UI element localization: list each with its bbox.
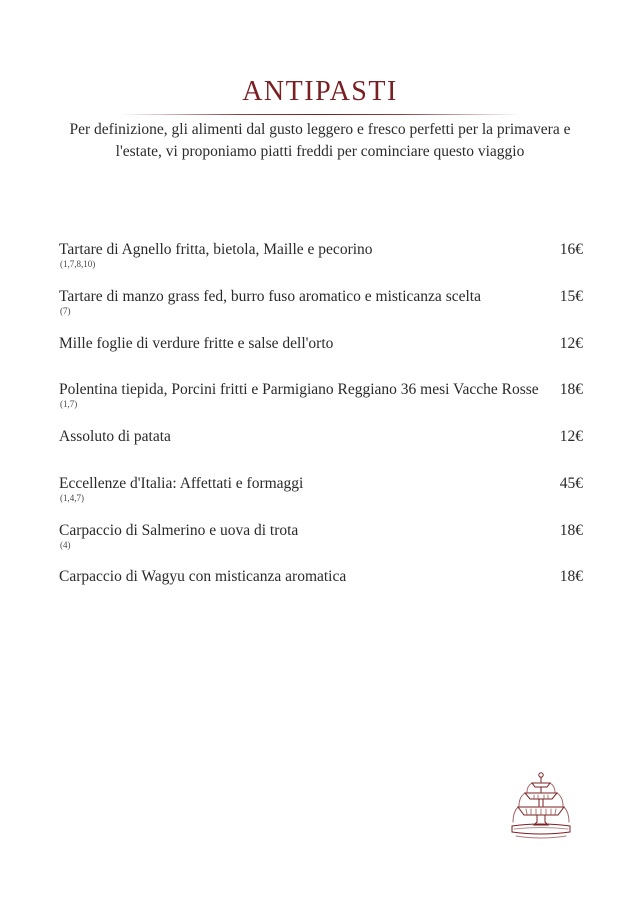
title-divider <box>120 114 520 115</box>
intro-text <box>40 119 600 163</box>
item-price: 15€ <box>559 287 583 305</box>
item-allergens: (1,4,7) <box>60 492 84 503</box>
intro-line-1: Per definizione, gli alimenti dal gusto leggero e fresco perfetti per la primavera e <box>69 121 571 138</box>
item-name: Tartare di manzo grass fed, burro fuso aromatico e misticanza scelta <box>59 287 481 305</box>
item-name: Polentina tiepida, Porcini fritti e Parmigiano Reggiano 36 mesi Vacche Rosse <box>59 381 539 399</box>
menu-item <box>59 427 583 474</box>
item-name: Carpaccio di Salmerino e uova di trota <box>59 521 299 539</box>
item-allergens: (1,7,8,10) <box>60 259 96 269</box>
item-price: 12€ <box>559 428 583 445</box>
item-allergens: (7) <box>60 305 71 316</box>
page-title: ANTIPASTI <box>242 76 398 107</box>
item-allergens: (1,7) <box>60 399 78 410</box>
item-price: 16€ <box>559 241 583 258</box>
item-name: Tartare di Agnello fritta, bietola, Maille e pecorino <box>59 241 373 258</box>
item-name: Eccellenze d'Italia: Affettati e formaggi <box>59 474 304 492</box>
menu-item <box>59 567 583 614</box>
item-name: Mille foglie di verdure fritte e salse dell'orto <box>59 334 334 352</box>
item-name: Assoluto di patata <box>59 428 171 445</box>
item-price: 18€ <box>559 521 583 539</box>
menu-item <box>59 521 583 568</box>
item-price: 12€ <box>559 334 583 352</box>
item-allergens: (4) <box>60 539 71 550</box>
item-name: Carpaccio di Wagyu con misticanza aromatica <box>59 568 347 586</box>
menu-item <box>59 380 583 427</box>
item-price: 45€ <box>559 474 583 492</box>
fountain-icon <box>510 770 572 842</box>
menu-item <box>59 334 583 381</box>
menu-item <box>59 474 583 521</box>
item-price: 18€ <box>559 381 583 399</box>
menu-item <box>59 240 583 287</box>
intro-line-2: l'estate, vi proponiamo piatti freddi per cominciare questo viaggio <box>115 143 525 160</box>
item-price: 18€ <box>559 568 583 586</box>
menu-item <box>59 287 583 334</box>
menu-list <box>59 240 583 614</box>
